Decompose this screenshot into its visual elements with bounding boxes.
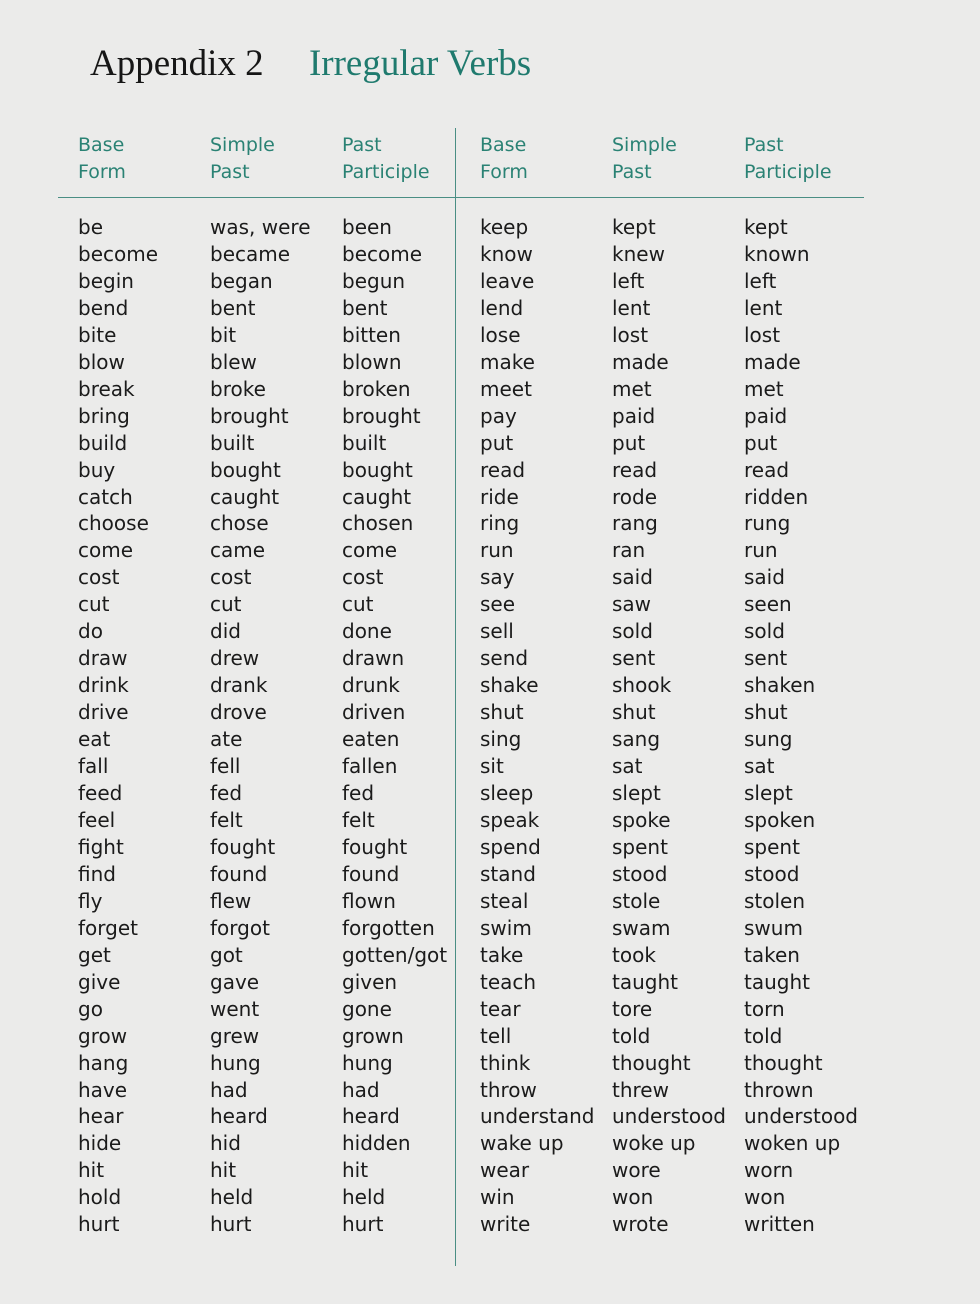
base-form-cell: wear	[480, 1158, 530, 1183]
table-row	[0, 888, 980, 915]
base-form-cell: sit	[480, 754, 504, 779]
base-form-cell: have	[78, 1077, 128, 1102]
column-header-past-participle-right: Past Participle	[744, 134, 832, 183]
page-title	[90, 40, 531, 88]
past-participle-cell: drawn	[342, 646, 405, 671]
base-form-cell: swim	[480, 915, 532, 940]
simple-past-cell: sang	[612, 727, 661, 752]
base-form-cell: fly	[78, 888, 103, 913]
past-participle-cell: come	[342, 538, 398, 563]
simple-past-cell: met	[612, 376, 652, 401]
base-form-cell: tear	[480, 996, 521, 1021]
past-participle-cell: ridden	[744, 484, 809, 509]
past-participle-cell: had	[342, 1077, 380, 1102]
base-form-cell: spend	[480, 834, 541, 859]
base-form-cell: ride	[480, 484, 519, 509]
past-participle-cell: sold	[744, 619, 785, 644]
base-form-cell: stand	[480, 861, 536, 886]
simple-past-cell: drew	[210, 646, 260, 671]
simple-past-cell: gave	[210, 969, 260, 994]
simple-past-cell: knew	[612, 241, 665, 266]
base-form-cell: keep	[480, 215, 529, 239]
base-form-cell: choose	[78, 511, 149, 536]
base-form-cell: see	[480, 592, 516, 617]
table-row	[0, 1077, 980, 1104]
past-participle-cell: caught	[342, 484, 412, 509]
header-divider	[58, 197, 864, 198]
simple-past-cell: wore	[612, 1158, 661, 1183]
simple-past-cell: fed	[210, 781, 243, 806]
simple-past-cell: hit	[210, 1158, 237, 1183]
base-form-cell: ring	[480, 511, 520, 536]
past-participle-cell: left	[744, 268, 777, 293]
base-form-cell: wake up	[480, 1131, 564, 1156]
table-row	[0, 1211, 980, 1238]
table-row	[0, 780, 980, 807]
simple-past-cell: sold	[612, 619, 653, 644]
simple-past-cell: had	[210, 1077, 248, 1102]
past-participle-cell: shaken	[744, 673, 816, 698]
simple-past-cell: read	[612, 457, 658, 482]
simple-past-cell: bent	[210, 295, 256, 320]
base-form-cell: teach	[480, 969, 537, 994]
simple-past-cell: threw	[612, 1077, 669, 1102]
past-participle-cell: taken	[744, 942, 800, 967]
simple-past-cell: woke up	[612, 1131, 696, 1156]
table-row	[0, 942, 980, 969]
simple-past-cell: understood	[612, 1104, 727, 1129]
base-form-cell: break	[78, 376, 135, 401]
past-participle-cell: hit	[342, 1158, 369, 1183]
past-participle-cell: bought	[342, 457, 413, 482]
table-row	[0, 564, 980, 591]
table-row	[0, 1157, 980, 1184]
column-header-base-form-left: Base Form	[78, 134, 126, 183]
table-row	[0, 430, 980, 457]
base-form-cell: leave	[480, 268, 535, 293]
simple-past-cell: drank	[210, 673, 268, 698]
base-form-cell: pay	[480, 403, 517, 428]
table-row	[0, 510, 980, 537]
base-form-cell: drive	[78, 700, 129, 725]
simple-past-cell: brought	[210, 403, 289, 428]
past-participle-cell: lost	[744, 322, 781, 347]
simple-past-cell: came	[210, 538, 266, 563]
simple-past-cell: put	[612, 430, 646, 455]
simple-past-cell: swam	[612, 915, 671, 940]
appendix-label: Appendix 2	[90, 43, 264, 84]
simple-past-cell: broke	[210, 376, 266, 401]
base-form-cell: hit	[78, 1158, 105, 1183]
simple-past-cell: hung	[210, 1050, 261, 1075]
table-row	[0, 807, 980, 834]
base-form-cell: make	[480, 349, 535, 374]
past-participle-cell: fallen	[342, 754, 398, 779]
table-row	[0, 295, 980, 322]
table-row	[0, 537, 980, 564]
base-form-cell: meet	[480, 376, 532, 401]
past-participle-cell: begun	[342, 268, 406, 293]
base-form-cell: lend	[480, 295, 524, 320]
simple-past-cell: went	[210, 996, 260, 1021]
column-header-simple-past-left: Simple Past	[210, 134, 275, 183]
simple-past-cell: found	[210, 861, 268, 886]
past-participle-cell: paid	[744, 403, 788, 428]
base-form-cell: understand	[480, 1104, 595, 1129]
past-participle-cell: spent	[744, 834, 800, 859]
past-participle-cell: broken	[342, 376, 411, 401]
table-row	[0, 403, 980, 430]
base-form-cell: sell	[480, 619, 514, 644]
past-participle-cell: spoken	[744, 807, 816, 832]
past-participle-cell: slept	[744, 781, 793, 806]
table-row	[0, 1184, 980, 1211]
base-form-cell: bend	[78, 295, 129, 320]
base-form-cell: build	[78, 430, 128, 455]
base-form-cell: eat	[78, 727, 111, 752]
table-row	[0, 645, 980, 672]
past-participle-cell: become	[342, 241, 423, 266]
past-participle-cell: flown	[342, 888, 396, 913]
simple-past-cell: hurt	[210, 1212, 252, 1237]
base-form-cell: think	[480, 1050, 531, 1075]
past-participle-cell: stood	[744, 861, 800, 886]
past-participle-cell: grown	[342, 1023, 404, 1048]
simple-past-cell: paid	[612, 403, 656, 428]
past-participle-cell: built	[342, 430, 387, 455]
past-participle-cell: shut	[744, 700, 788, 725]
past-participle-cell: woken up	[744, 1131, 841, 1156]
base-form-cell: take	[480, 942, 524, 967]
simple-past-cell: tore	[612, 996, 653, 1021]
table-row	[0, 241, 980, 268]
base-form-cell: come	[78, 538, 134, 563]
simple-past-cell: slept	[612, 781, 661, 806]
past-participle-cell: thrown	[744, 1077, 814, 1102]
base-form-cell: hear	[78, 1104, 124, 1129]
simple-past-cell: began	[210, 268, 273, 293]
title-subject: Irregular Verbs	[308, 43, 532, 84]
past-participle-cell: given	[342, 969, 398, 994]
base-form-cell: hurt	[78, 1212, 120, 1237]
past-participle-cell: said	[744, 565, 785, 590]
base-form-cell: bring	[78, 403, 130, 428]
base-form-cell: begin	[78, 268, 134, 293]
table-row	[0, 1050, 980, 1077]
simple-past-cell: hid	[210, 1131, 241, 1156]
simple-past-cell: blew	[210, 349, 257, 374]
base-form-cell: do	[78, 619, 103, 644]
past-participle-cell: worn	[744, 1158, 794, 1183]
base-form-cell: be	[78, 215, 103, 239]
simple-past-cell: kept	[612, 215, 656, 239]
base-form-cell: give	[78, 969, 121, 994]
base-form-cell: hide	[78, 1131, 122, 1156]
base-form-cell: throw	[480, 1077, 537, 1102]
table-row	[0, 915, 980, 942]
base-form-cell: get	[78, 942, 111, 967]
past-participle-cell: made	[744, 349, 801, 374]
simple-past-cell: made	[612, 349, 669, 374]
simple-past-cell: lost	[612, 322, 649, 347]
table-row	[0, 834, 980, 861]
simple-past-cell: shut	[612, 700, 656, 725]
base-form-cell: send	[480, 646, 529, 671]
base-form-cell: win	[480, 1185, 515, 1210]
simple-past-cell: lent	[612, 295, 651, 320]
past-participle-cell: cut	[342, 592, 374, 617]
table-row	[0, 996, 980, 1023]
simple-past-cell: flew	[210, 888, 252, 913]
past-participle-cell: eaten	[342, 727, 400, 752]
table-row	[0, 591, 980, 618]
simple-past-cell: spoke	[612, 807, 671, 832]
base-form-cell: speak	[480, 807, 540, 832]
simple-past-cell: grew	[210, 1023, 260, 1048]
table-row	[0, 699, 980, 726]
simple-past-cell: got	[210, 942, 243, 967]
past-participle-cell: gotten/got	[342, 942, 448, 967]
table-row	[0, 1130, 980, 1157]
simple-past-cell: sat	[612, 754, 643, 779]
past-participle-cell: been	[342, 215, 392, 239]
simple-past-cell: told	[612, 1023, 651, 1048]
base-form-cell: shut	[480, 700, 524, 725]
past-participle-cell: taught	[744, 969, 810, 994]
table-row	[0, 457, 980, 484]
base-form-cell: steal	[480, 888, 529, 913]
verb-table	[0, 214, 980, 1238]
simple-past-cell: rang	[612, 511, 658, 536]
base-form-cell: fall	[78, 754, 109, 779]
simple-past-cell: rode	[612, 484, 658, 509]
table-row	[0, 672, 980, 699]
table-row	[0, 349, 980, 376]
past-participle-cell: hung	[342, 1050, 393, 1075]
base-form-cell: know	[480, 241, 533, 266]
base-form-cell: lose	[480, 322, 521, 347]
base-form-cell: hang	[78, 1050, 129, 1075]
past-participle-cell: heard	[342, 1104, 400, 1129]
simple-past-cell: was, were	[210, 215, 311, 239]
base-form-cell: grow	[78, 1023, 128, 1048]
simple-past-cell: ran	[612, 538, 646, 563]
past-participle-cell: sat	[744, 754, 775, 779]
past-participle-cell: drunk	[342, 673, 400, 698]
simple-past-cell: said	[612, 565, 653, 590]
past-participle-cell: torn	[744, 996, 785, 1021]
past-participle-cell: fed	[342, 781, 375, 806]
simple-past-cell: thought	[612, 1050, 691, 1075]
base-form-cell: go	[78, 996, 103, 1021]
base-form-cell: become	[78, 241, 159, 266]
base-form-cell: cut	[78, 592, 110, 617]
base-form-cell: say	[480, 565, 515, 590]
past-participle-cell: understood	[744, 1104, 859, 1129]
table-row	[0, 268, 980, 295]
base-form-cell: forget	[78, 915, 138, 940]
base-form-cell: fight	[78, 834, 124, 859]
base-form-cell: read	[480, 457, 526, 482]
table-row	[0, 861, 980, 888]
simple-past-cell: fought	[210, 834, 276, 859]
past-participle-cell: held	[342, 1185, 386, 1210]
past-participle-cell: swum	[744, 915, 803, 940]
past-participle-cell: kept	[744, 215, 788, 239]
table-row	[0, 376, 980, 403]
simple-past-cell: held	[210, 1185, 254, 1210]
base-form-cell: feel	[78, 807, 116, 832]
simple-past-cell: took	[612, 942, 656, 967]
simple-past-cell: cut	[210, 592, 242, 617]
column-header-simple-past-right: Simple Past	[612, 134, 677, 183]
past-participle-cell: known	[744, 241, 810, 266]
base-form-cell: blow	[78, 349, 125, 374]
base-form-cell: put	[480, 430, 514, 455]
simple-past-cell: chose	[210, 511, 269, 536]
base-form-cell: sing	[480, 727, 522, 752]
base-form-cell: bite	[78, 322, 117, 347]
base-form-cell: draw	[78, 646, 128, 671]
table-row	[0, 1023, 980, 1050]
table-row	[0, 753, 980, 780]
base-form-cell: shake	[480, 673, 539, 698]
past-participle-cell: cost	[342, 565, 384, 590]
past-participle-cell: run	[744, 538, 778, 563]
past-participle-cell: hidden	[342, 1131, 411, 1156]
simple-past-cell: fell	[210, 754, 241, 779]
simple-past-cell: felt	[210, 807, 243, 832]
base-form-cell: run	[480, 538, 514, 563]
simple-past-cell: left	[612, 268, 645, 293]
table-row	[0, 1103, 980, 1130]
simple-past-cell: caught	[210, 484, 280, 509]
past-participle-cell: told	[744, 1023, 783, 1048]
base-form-cell: feed	[78, 781, 123, 806]
base-form-cell: catch	[78, 484, 133, 509]
simple-past-cell: taught	[612, 969, 678, 994]
base-form-cell: find	[78, 861, 116, 886]
past-participle-cell: fought	[342, 834, 408, 859]
past-participle-cell: bent	[342, 295, 388, 320]
base-form-cell: hold	[78, 1185, 122, 1210]
simple-past-cell: won	[612, 1185, 654, 1210]
past-participle-cell: read	[744, 457, 790, 482]
past-participle-cell: sung	[744, 727, 793, 752]
table-row	[0, 618, 980, 645]
past-participle-cell: blown	[342, 349, 402, 374]
base-form-cell: write	[480, 1212, 531, 1237]
base-form-cell: cost	[78, 565, 120, 590]
past-participle-cell: forgotten	[342, 915, 435, 940]
past-participle-cell: thought	[744, 1050, 823, 1075]
base-form-cell: tell	[480, 1023, 512, 1048]
table-row	[0, 322, 980, 349]
simple-past-cell: became	[210, 241, 291, 266]
past-participle-cell: met	[744, 376, 784, 401]
past-participle-cell: driven	[342, 700, 406, 725]
base-form-cell: buy	[78, 457, 116, 482]
simple-past-cell: did	[210, 619, 241, 644]
past-participle-cell: won	[744, 1185, 786, 1210]
past-participle-cell: lent	[744, 295, 783, 320]
table-row	[0, 969, 980, 996]
simple-past-cell: built	[210, 430, 255, 455]
simple-past-cell: bought	[210, 457, 281, 482]
table-row	[0, 484, 980, 511]
simple-past-cell: ate	[210, 727, 243, 752]
simple-past-cell: drove	[210, 700, 267, 725]
simple-past-cell: spent	[612, 834, 668, 859]
base-form-cell: drink	[78, 673, 129, 698]
past-participle-cell: put	[744, 430, 778, 455]
simple-past-cell: stood	[612, 861, 668, 886]
past-participle-cell: felt	[342, 807, 375, 832]
simple-past-cell: stole	[612, 888, 661, 913]
simple-past-cell: saw	[612, 592, 652, 617]
past-participle-cell: done	[342, 619, 392, 644]
simple-past-cell: cost	[210, 565, 252, 590]
past-participle-cell: brought	[342, 403, 421, 428]
past-participle-cell: gone	[342, 996, 392, 1021]
simple-past-cell: heard	[210, 1104, 268, 1129]
past-participle-cell: written	[744, 1212, 815, 1237]
past-participle-cell: stolen	[744, 888, 806, 913]
simple-past-cell: bit	[210, 322, 237, 347]
column-header-past-participle-left: Past Participle	[342, 134, 430, 183]
table-row	[0, 726, 980, 753]
past-participle-cell: seen	[744, 592, 792, 617]
base-form-cell: sleep	[480, 781, 534, 806]
table-row	[0, 214, 980, 241]
past-participle-cell: hurt	[342, 1212, 384, 1237]
past-participle-cell: rung	[744, 511, 791, 536]
past-participle-cell: bitten	[342, 322, 401, 347]
past-participle-cell: sent	[744, 646, 788, 671]
past-participle-cell: chosen	[342, 511, 414, 536]
simple-past-cell: shook	[612, 673, 672, 698]
simple-past-cell: sent	[612, 646, 656, 671]
column-header-base-form-right: Base Form	[480, 134, 528, 183]
past-participle-cell: found	[342, 861, 400, 886]
simple-past-cell: forgot	[210, 915, 270, 940]
simple-past-cell: wrote	[612, 1212, 669, 1237]
